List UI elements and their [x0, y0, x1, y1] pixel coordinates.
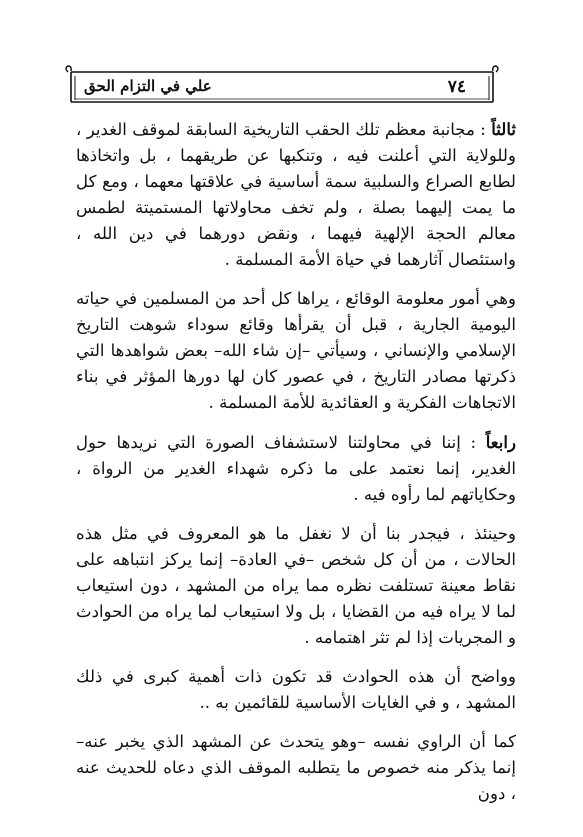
- paragraph-lead: رابعاً: [485, 432, 517, 452]
- paragraph-text: وواضح أن هذه الحوادث قد تكون ذات أهمية كبرى في ذلك المشهد ، و في الغايات الأساسية للقائمين به ..: [76, 667, 516, 712]
- paragraph-text: وهي أمور معلومة الوقائع ، يراها كل أحد من المسلمين في حياته اليومية الجارية ، قبل أن يقرأها وقائع سوداء شوهت التاريخ الإسلامي والإنساني ، وسيأتي –إن شاء الله– بعض شواهدها التي ذكرتها مصادر التاريخ ، في عصور كان لها دورها المؤثر في بناء الاتجاهات الفكرية و العقائدية للأمة المسلمة .: [76, 289, 516, 412]
- paragraph-text: وحينئذ ، فيجدر بنا أن لا نغفل ما هو المعروف في مثل هذه الحالات ، من أن كل شخص –في العادة– إنما يركز انتباهه على نقاط معينة تستلفت نظره مما يراه من المشهد ، دون استيعاب لما لا يراه فيه من القضايا ، بل ولا استيعاب لما يراه من الحوادث و المجريات إذا لم تثر اهتمامه .: [76, 524, 516, 647]
- paragraph-text: : مجانبة معظم تلك الحقب التاريخية السابقة لموقف الغدير ، وللولاية التي أعلنت فيه ، وتنكبها عن طريقهما ، بل واتخاذها لطابع الصراع والسلبية سمة أساسية في علاقتها معهما ، ومع كل ما يمت إليهما بصلة ، ولم تخف محاولاتها المستميتة لطمس معالم الحجة الإلهية فيهما ، ونقض دورهما في دين الله ، واستئصال آثارهما في حياة الأمة المسلمة .: [76, 120, 516, 269]
- page-number: ٧٤: [447, 77, 466, 97]
- paragraph-fourthly: [76, 429, 516, 508]
- paragraph: [76, 729, 516, 807]
- running-header: [62, 64, 502, 106]
- page-body: [76, 116, 516, 807]
- paragraph-thirdly: [76, 116, 516, 273]
- paragraph-lead: ثالثاً: [491, 119, 516, 139]
- paragraph: [76, 286, 516, 416]
- running-title: علي في التزام الحق: [84, 77, 212, 95]
- paragraph: [76, 521, 516, 651]
- paragraph-text: كما أن الراوي نفسه –وهو يتحدث عن المشهد الذي يخبر عنه– إنما يذكر منه خصوص ما يتطلبه الموقف الذي دعاه للحديث عنه ، دون: [76, 732, 516, 803]
- paragraph: [76, 664, 516, 716]
- paragraph-text: : إننا في محاولتنا لاستشفاف الصورة التي نريدها حول الغدير، إنما نعتمد على ما ذكره شهداء الغدير من الرواة ، وحكاياتهم لما رأوه فيه .: [76, 433, 516, 504]
